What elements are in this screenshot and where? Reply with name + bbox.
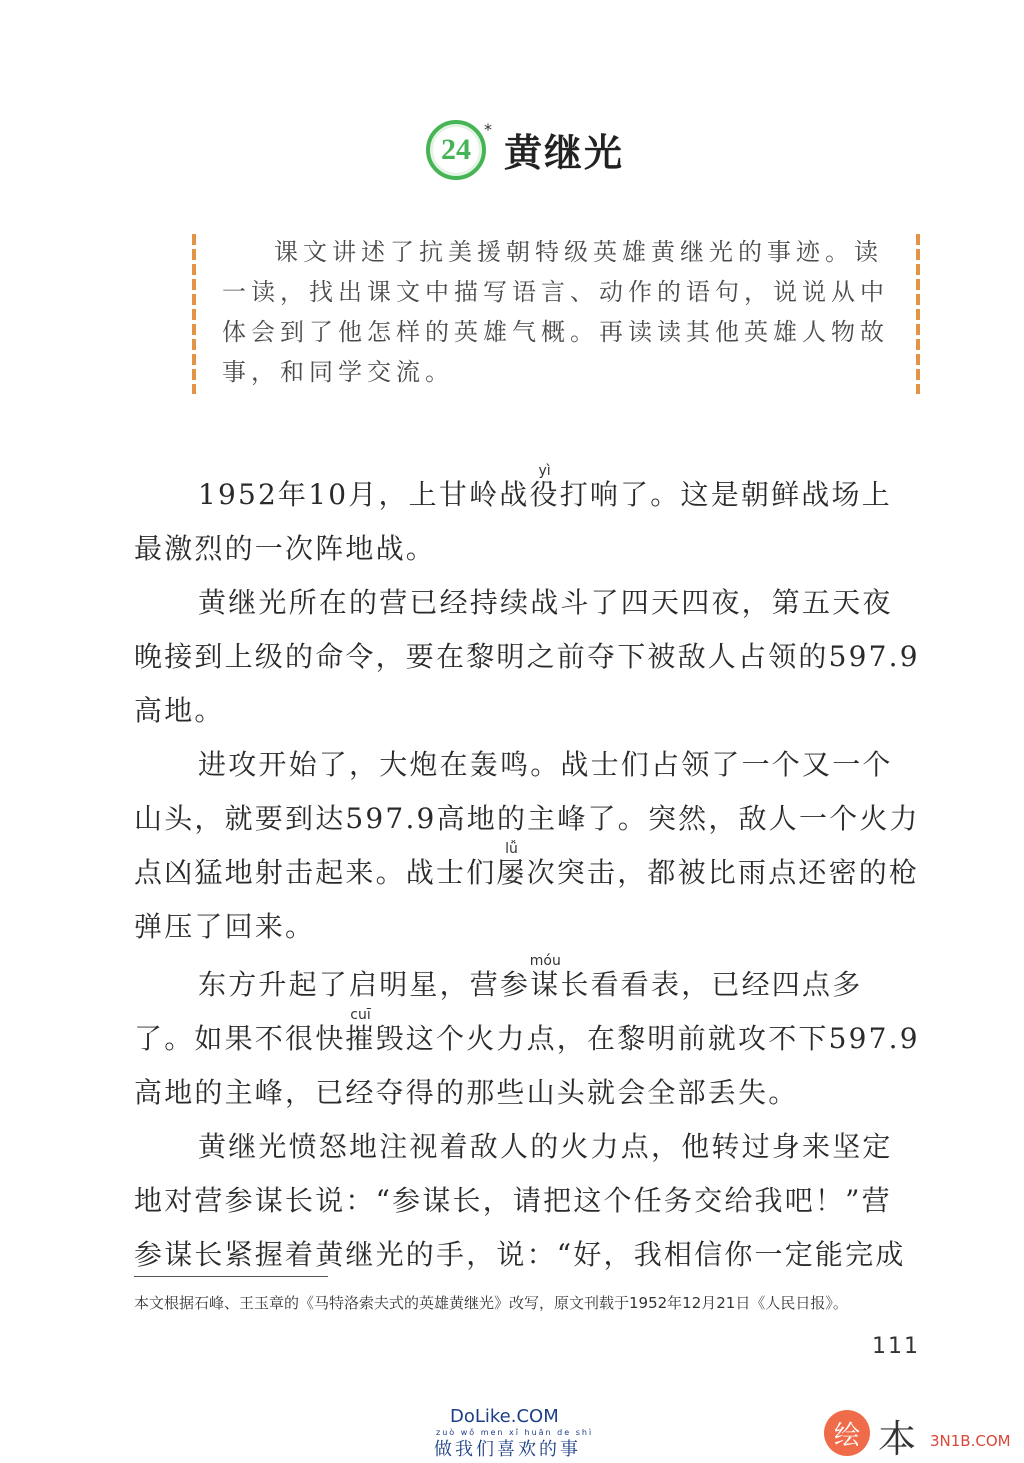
pinyin-annotation-cui bbox=[345, 1007, 376, 1055]
paragraph-5: 黄继光愤怒地注视着敌人的火力点，他转过身来坚定地对营参谋长说：“参谋长，请把这个任务交给我吧！”营参谋长紧握着黄继光的手，说：“好，我相信你一定能完成 bbox=[134, 1130, 906, 1271]
p4-text-middle: 长看看表，已经四点多了。如果不很快 bbox=[134, 968, 863, 1055]
watermark-pinyin: zuò wǒ men xǐ huān de shì bbox=[436, 1428, 594, 1437]
huiben-logo-icon: 绘 bbox=[824, 1410, 870, 1456]
pinyin-annotation-mou bbox=[529, 953, 561, 1001]
dolike-domain: .COM bbox=[510, 1406, 559, 1427]
ruby-pinyin-cui: cuī bbox=[345, 1007, 376, 1023]
footnote: 本文根据石峰、王玉章的《马特洛索夫式的英雄黄继光》改写，原文刊载于1952年12月21日《人民日报》。 bbox=[134, 1294, 848, 1312]
paragraph-1 bbox=[134, 464, 920, 576]
footnote-divider bbox=[134, 1276, 328, 1277]
ruby-pinyin-lv: lǚ bbox=[496, 841, 527, 857]
p3-text-after: 次突击，都被比雨点还密的枪弹压了回来。 bbox=[134, 856, 920, 943]
ruby-char-cui: 摧 bbox=[345, 1022, 376, 1055]
p4-text-after: 毁这个火力点，在黎明前就攻不下597.9高地的主峰，已经夺得的那些山头就会全部丢失。 bbox=[134, 1022, 920, 1109]
lesson-number-badge bbox=[426, 120, 486, 180]
paragraph-2: 黄继光所在的营已经持续战斗了四天四夜，第五天夜晚接到上级的命令，要在黎明之前夺下被敌人占领的597.9高地。 bbox=[134, 586, 920, 727]
dolike-watermark bbox=[450, 1406, 559, 1427]
ruby-pinyin-mou: móu bbox=[529, 953, 561, 969]
ruby-pinyin-yi: yì bbox=[529, 463, 560, 479]
lesson-star-mark: * bbox=[484, 120, 492, 139]
page-number: 111 bbox=[872, 1334, 920, 1359]
ruby-char-mou: 谋 bbox=[529, 968, 561, 1001]
intro-text: 课文讲述了抗美援朝特级英雄黄继光的事迹。读一读，找出课文中描写语言、动作的语句，说说从中体会到了他怎样的英雄气概。再读读其他英雄人物故事，和同学交流。 bbox=[222, 238, 889, 386]
article-body bbox=[134, 464, 920, 1282]
p4-text-before: 东方升起了启明星，营参 bbox=[198, 968, 531, 1001]
huiben-site-url: 3N1B.COM bbox=[930, 1432, 1011, 1450]
ruby-char-yi: 役 bbox=[529, 478, 560, 511]
p1-text-after: 打响了。这是朝鲜战场上最激烈的一次阵地战。 bbox=[134, 478, 892, 565]
lesson-number: 24 bbox=[441, 133, 471, 166]
page-title: 黄继光 bbox=[504, 131, 625, 175]
intro-left-bar bbox=[192, 234, 196, 394]
watermark-slogan: 做我们喜欢的事 bbox=[434, 1439, 581, 1460]
intro-right-bar bbox=[916, 234, 920, 394]
paragraph-4 bbox=[134, 954, 920, 1120]
ruby-char-lv: 屡 bbox=[496, 856, 527, 889]
p3-text-before: 进攻开始了，大炮在轰鸣。战士们占领了一个又一个山头，就要到达597.9高地的主峰了。突然，敌人一个火力点凶猛地射击起来。战士们 bbox=[134, 748, 920, 889]
paragraph-3 bbox=[134, 738, 920, 954]
pinyin-annotation-yi bbox=[529, 463, 560, 511]
pinyin-annotation-lv bbox=[496, 841, 527, 889]
dolike-name: DoLike bbox=[450, 1406, 511, 1427]
huiben-logo-text: 本 bbox=[878, 1417, 917, 1461]
p1-text-before: 1952年10月，上甘岭战 bbox=[198, 478, 530, 511]
